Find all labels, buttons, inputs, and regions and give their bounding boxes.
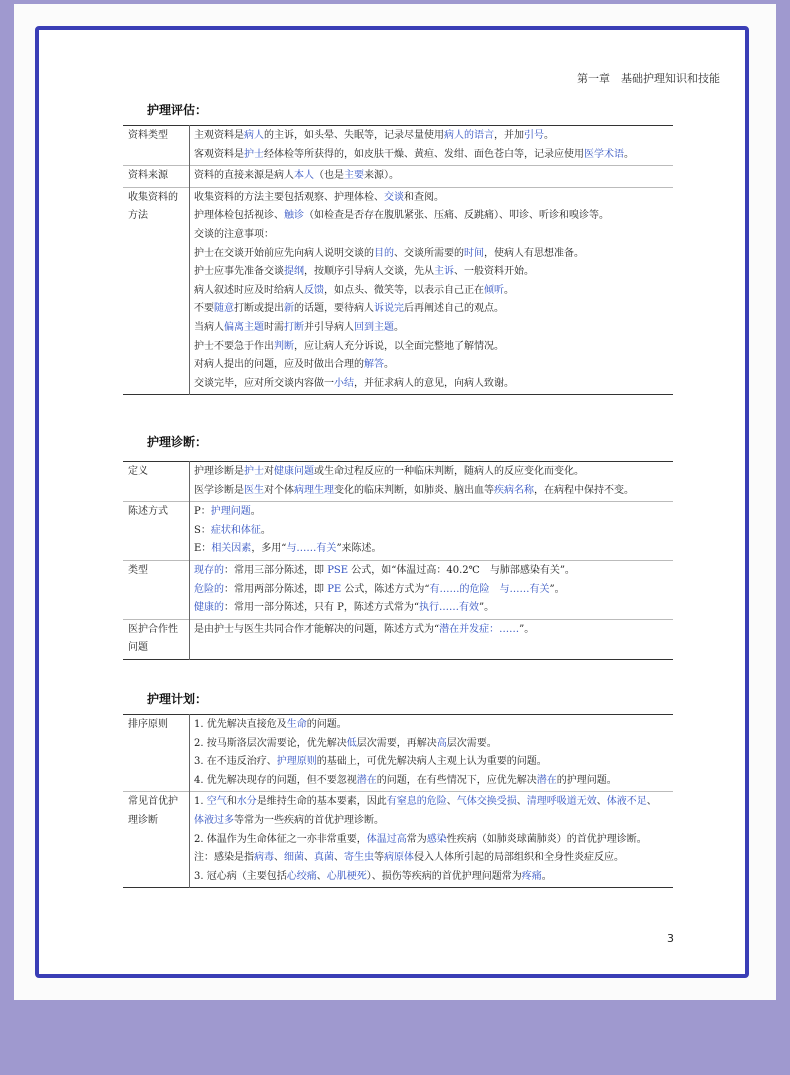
table-row <box>123 187 673 395</box>
key-term: 诉说完 <box>374 303 404 315</box>
table-row <box>123 502 673 561</box>
text-run: 。 <box>504 284 514 296</box>
text-line <box>194 319 669 338</box>
text-line <box>194 300 669 319</box>
text-run: ，使病人有思想准备。 <box>484 247 584 259</box>
text-line <box>194 753 669 772</box>
section-title-plan: 护理计划： <box>147 692 208 706</box>
text-run: 4. 优先解决现存的问题，但不要忽视 <box>194 774 357 786</box>
row-content <box>190 166 674 188</box>
text-run: 的话题，要待病人 <box>294 303 374 315</box>
row-content <box>190 619 674 659</box>
key-term: 症状和体征 <box>210 524 261 536</box>
key-term: 生命 <box>286 719 307 730</box>
key-term: 解答 <box>364 359 384 371</box>
text-run: 护理诊断是 <box>194 466 244 477</box>
text-line <box>194 621 669 640</box>
assessment-table <box>123 125 673 395</box>
text-run: 3. 在不违反治疗、 <box>194 756 277 768</box>
text-run: 常为 <box>406 833 427 845</box>
key-term: 与……有关 <box>286 543 337 555</box>
key-term: 潜在 <box>356 774 377 786</box>
key-term: 细菌 <box>284 852 304 864</box>
text-run: 1. 优先解决直接危及 <box>194 719 287 730</box>
key-term: PSE <box>327 564 349 576</box>
text-run: 注：感染是指 <box>194 852 254 864</box>
diagnosis-table <box>123 461 673 660</box>
table-row <box>123 560 673 619</box>
text-run: 的问题。 <box>306 719 347 730</box>
row-content <box>190 502 674 561</box>
text-line <box>194 503 669 522</box>
text-line <box>194 245 669 264</box>
text-run: 。 <box>541 870 552 882</box>
text-run: ”。 <box>519 623 535 635</box>
text-run: ”。 <box>479 602 495 614</box>
row-label: 类型 <box>123 560 190 619</box>
key-term: 主要 <box>344 170 364 182</box>
text-run: 主观资料是 <box>194 130 244 141</box>
key-term: 小结 <box>334 377 354 389</box>
key-term: 心绞痛 <box>286 870 317 882</box>
text-line <box>194 263 669 282</box>
text-line <box>194 793 669 812</box>
page-number: 3 <box>667 932 674 945</box>
key-term: 感染 <box>426 833 447 845</box>
text-run: 。 <box>544 130 554 141</box>
key-term: 健康的 <box>194 602 224 614</box>
text-run: ：常用一部分陈述，只有 P，陈述方式常为“ <box>224 602 420 614</box>
text-run: 、 <box>316 870 327 882</box>
text-run: ，应让病人充分诉说，以全面完整地了解情况。 <box>294 340 504 352</box>
key-term: 偏离主题 <box>224 321 264 333</box>
text-run: P： <box>194 506 211 518</box>
text-run: ”。 <box>549 583 565 595</box>
text-run: 来源）。 <box>364 170 399 182</box>
text-line <box>194 831 669 850</box>
key-term: 潜在并发症：…… <box>439 623 520 635</box>
key-term: 反馈 <box>304 284 324 296</box>
row-label: 资料类型 <box>123 126 190 166</box>
text-line <box>194 812 669 831</box>
key-term: 有窒息的危险 <box>386 796 447 808</box>
key-term: 寄生虫 <box>344 852 374 864</box>
table-row <box>123 462 673 502</box>
text-run: 时需 <box>264 321 284 333</box>
text-run: 公式，陈述方式为“ <box>341 583 430 595</box>
key-term: 执行……有效 <box>419 602 480 614</box>
key-term: 护士 <box>244 466 264 477</box>
key-term: 提纲 <box>284 266 304 278</box>
text-run: 的主诉，如头晕、失眠等，记录尽量使用 <box>264 130 444 141</box>
plan-table <box>123 714 673 888</box>
table-row <box>123 166 673 188</box>
text-run: 是维持生命的基本要素，因此 <box>256 796 387 808</box>
section-title-diagnosis: 护理诊断： <box>147 435 208 449</box>
text-run: 。 <box>394 321 404 333</box>
text-run: 变化的临床判断，如肺炎、脑出血等 <box>334 484 494 496</box>
text-line <box>194 868 669 887</box>
key-term: 病人的语言 <box>444 130 494 141</box>
key-term: 相关因素 <box>211 543 252 555</box>
table-row <box>123 619 673 659</box>
text-run: 。 <box>384 359 394 371</box>
text-run: ，按顺序引导病人交谈，先从 <box>304 266 434 278</box>
key-term: 主诉 <box>434 266 454 278</box>
text-run: （如检查是否存在腹肌紧张、压痛、反跳痛）、叩诊、听诊和嗅诊等。 <box>304 210 609 222</box>
text-run: ，并加 <box>494 130 524 141</box>
text-line <box>194 146 669 165</box>
key-term: 体温过高 <box>366 833 407 845</box>
key-term: 医生 <box>244 484 264 496</box>
text-run: 。 <box>260 524 271 536</box>
text-run: 性疾病（如肺炎球菌肺炎）的首优护理诊断。 <box>446 833 647 845</box>
key-term: 现存的 <box>194 564 224 576</box>
text-run: 和 <box>226 796 237 808</box>
row-label: 常见首优护理诊断 <box>123 792 190 888</box>
text-run: 层次需要。 <box>446 737 497 749</box>
text-run: 侵入人体所引起的局部组织和全身性炎症反应。 <box>414 852 624 864</box>
text-line <box>194 167 669 186</box>
key-term: 水分 <box>236 796 257 808</box>
text-run: 、 <box>274 852 284 864</box>
text-run: 收集资料的方法主要包括观察、护理体检、 <box>194 191 384 203</box>
text-run: 公式，如“体温过高：40.2℃ 与肺部感染有关”。 <box>348 564 575 576</box>
key-term: 空气 <box>206 796 227 808</box>
text-run: 经体检等所获得的，如皮肤干燥、黄疸、发绀、面色苍白等，记录应使用 <box>264 148 584 160</box>
key-term: 心肌梗死 <box>326 870 367 882</box>
text-line <box>194 716 669 735</box>
text-line <box>194 127 669 146</box>
row-label: 陈述方式 <box>123 502 190 561</box>
text-run: 并引导病人 <box>304 321 354 333</box>
row-label: 收集资料的方法 <box>123 187 190 395</box>
text-run: 是由护士与医生共同合作才能解决的问题，陈述方式为“ <box>194 623 440 635</box>
key-term: 低 <box>346 737 357 749</box>
text-run: ，如点头、微笑等，以表示自己正在 <box>324 284 484 296</box>
text-line <box>194 207 669 226</box>
text-run: 、 <box>516 796 527 808</box>
key-term: 疼痛 <box>521 870 542 882</box>
text-run: 护士在交谈开始前应先向病人说明交谈的 <box>194 247 374 259</box>
text-line <box>194 482 669 501</box>
text-run: 等 <box>374 852 384 864</box>
text-run: 、 <box>304 852 314 864</box>
text-run: 层次需要，再解决 <box>356 737 437 749</box>
text-run: 。 <box>250 506 261 518</box>
key-term: 时间 <box>464 247 484 259</box>
text-run: ：常用两部分陈述，即 <box>224 583 328 595</box>
key-term: 健康问题 <box>274 466 314 477</box>
text-run: 、一般资料开始。 <box>454 266 534 278</box>
text-run: （也是 <box>314 170 344 182</box>
text-line <box>194 735 669 754</box>
text-run: 资料的直接来源是病人 <box>194 170 294 182</box>
key-term: 潜在 <box>536 774 557 786</box>
text-run: 1. <box>194 796 207 808</box>
text-line <box>194 189 669 208</box>
text-run: 对个体 <box>264 484 294 496</box>
section-title-assessment: 护理评估： <box>147 103 208 117</box>
key-term: 医学术语 <box>584 148 624 160</box>
text-run: 、 <box>334 852 344 864</box>
text-run: ，多用“ <box>251 543 287 555</box>
text-run: 、 <box>596 796 607 808</box>
text-line <box>194 522 669 541</box>
key-term: 随意 <box>214 303 234 315</box>
table-row <box>123 715 673 792</box>
key-term: 体液过多 <box>194 814 234 826</box>
row-content <box>190 126 674 166</box>
text-run: 病人叙述时应及时给病人 <box>194 284 304 296</box>
row-label: 资料来源 <box>123 166 190 188</box>
text-run: ：常用三部分陈述，即 <box>224 564 328 576</box>
text-line <box>194 772 669 791</box>
key-term: 危险的 <box>194 583 224 595</box>
row-label: 定义 <box>123 462 190 502</box>
text-run: 对病人提出的问题，应及时做出合理的 <box>194 359 364 371</box>
text-run: 等常为一些疾病的首优护理诊断。 <box>234 814 384 826</box>
text-run: 护理体检包括视诊、 <box>194 210 284 222</box>
text-line <box>194 599 669 618</box>
text-run: 、交谈所需要的 <box>394 247 464 259</box>
text-run: 和查阅。 <box>404 191 444 203</box>
row-content <box>190 462 674 502</box>
key-term: 新 <box>284 303 294 315</box>
row-content <box>190 187 674 395</box>
key-term: 本人 <box>294 170 314 182</box>
text-run: 当病人 <box>194 321 224 333</box>
key-term: 护理原则 <box>276 756 317 768</box>
row-content <box>190 715 674 792</box>
text-run: ，在病程中保持不变。 <box>534 484 634 496</box>
text-line <box>194 226 669 245</box>
row-content <box>190 560 674 619</box>
text-run: 或生命过程反应的一种临床判断，随病人的反应变化而变化。 <box>314 466 584 477</box>
table-row <box>123 792 673 888</box>
text-run: 不要 <box>194 303 214 315</box>
key-term: 护理问题 <box>210 506 251 518</box>
text-run: 打断或提出 <box>234 303 284 315</box>
text-run: ）、损伤等疾病的首优护理问题常为 <box>366 870 522 882</box>
text-run: 、 <box>646 796 657 808</box>
text-run: ”来陈述。 <box>336 543 382 555</box>
row-label: 排序原则 <box>123 715 190 792</box>
text-run: 后再阐述自己的观点。 <box>404 303 504 315</box>
key-term: 目的 <box>374 247 394 259</box>
key-term: 引号 <box>524 130 544 141</box>
key-term: 气体交换受损 <box>456 796 517 808</box>
key-term: 病人 <box>244 130 264 141</box>
row-content <box>190 792 674 888</box>
table-row <box>123 126 673 166</box>
key-term: 触诊 <box>284 210 304 222</box>
text-line <box>194 375 669 394</box>
text-run: 、 <box>446 796 457 808</box>
key-term: 真菌 <box>314 852 334 864</box>
key-term: 交谈 <box>384 191 404 203</box>
key-term: 回到主题 <box>354 321 394 333</box>
text-run: 护士应事先准备交谈 <box>194 266 284 278</box>
text-run: 交谈的注意事项： <box>194 228 274 240</box>
key-term: 高 <box>436 737 447 749</box>
text-line <box>194 356 669 375</box>
text-run: 客观资料是 <box>194 148 244 160</box>
text-run: 2. 按马斯洛层次需要论，优先解决 <box>194 737 347 749</box>
key-term: 病毒 <box>254 852 274 864</box>
row-label: 医护合作性问题 <box>123 619 190 659</box>
key-term: 护士 <box>244 148 264 160</box>
key-term: 疾病名称 <box>494 484 534 496</box>
key-term: 体液不足 <box>606 796 647 808</box>
text-run: E： <box>194 543 212 555</box>
text-line <box>194 540 669 559</box>
key-term: 清理呼吸道无效 <box>526 796 597 808</box>
text-run: 交谈完毕，应对所交谈内容做一 <box>194 377 334 389</box>
text-run: 3. 冠心病（主要包括 <box>194 870 287 882</box>
text-run: 医学诊断是 <box>194 484 244 496</box>
text-run: ，并征求病人的意见，向病人致谢。 <box>354 377 514 389</box>
text-line <box>194 463 669 482</box>
text-run: 2. 体温作为生命体征之一亦非常重要， <box>194 833 367 845</box>
text-run: 的基础上，可优先解决病人主观上认为重要的问题。 <box>316 756 547 768</box>
text-line <box>194 581 669 600</box>
text-line <box>194 849 669 868</box>
key-term: 病理生理 <box>294 484 334 496</box>
text-run: 护士不要急于作出 <box>194 340 274 352</box>
text-run: 对 <box>264 466 274 477</box>
text-line <box>194 282 669 301</box>
text-line <box>194 562 669 581</box>
text-line <box>194 338 669 357</box>
key-term: 病原体 <box>384 852 414 864</box>
key-term: 有……的危险 与……有关 <box>429 583 550 595</box>
key-term: PE <box>327 583 342 595</box>
text-run: 。 <box>624 148 634 160</box>
key-term: 倾听 <box>484 284 504 296</box>
text-run: 的问题，在有些情况下，应优先解决 <box>376 774 537 786</box>
text-run: 的护理问题。 <box>556 774 617 786</box>
chapter-header: 第一章 基础护理知识和技能 <box>577 72 720 85</box>
key-term: 打断 <box>284 321 304 333</box>
key-term: 判断 <box>274 340 294 352</box>
text-run: S： <box>194 524 211 536</box>
